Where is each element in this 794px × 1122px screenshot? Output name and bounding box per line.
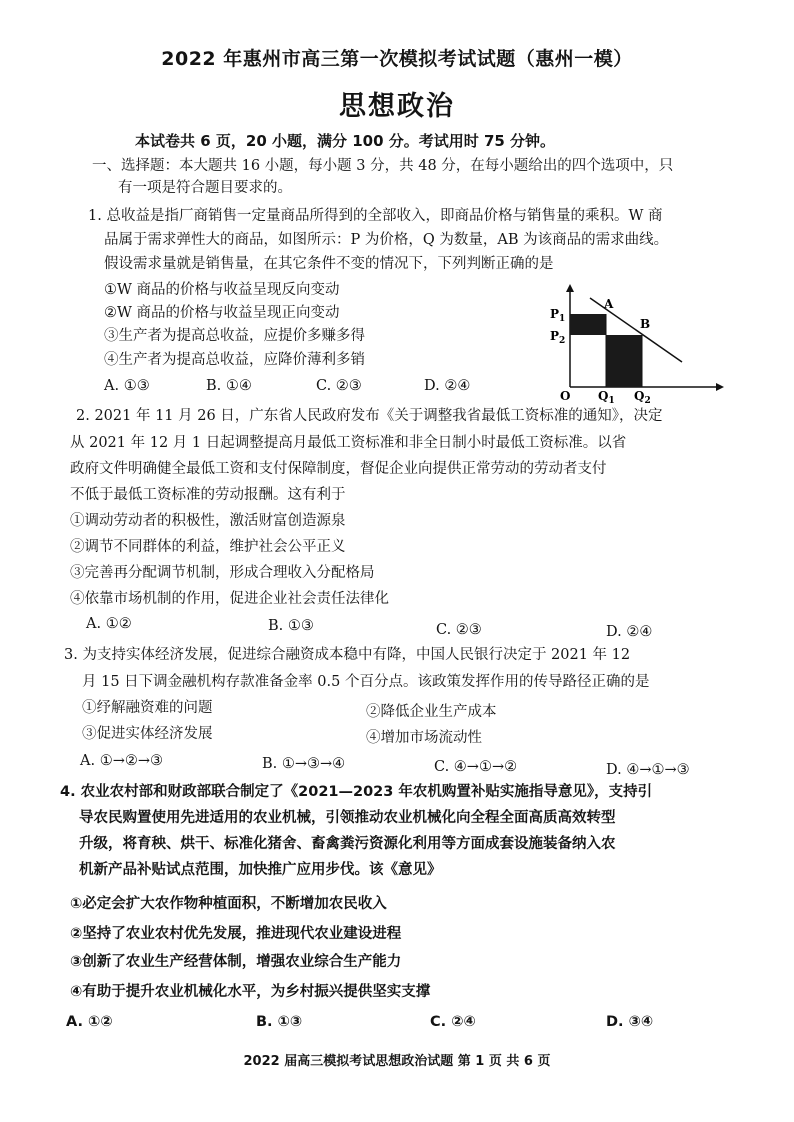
q1-statement: ①W 商品的价格与收益呈现反向变动 <box>104 282 340 298</box>
q3-stem-line: 月 15 日下调金融机构存款准备金率 0.5 个百分点。该政策发挥作用的传导路径正确的是 <box>82 674 650 690</box>
q4-option-c: C. ②④ <box>430 1014 476 1030</box>
q4-statement: ②坚持了农业农村优先发展，推进现代农业建设进程 <box>70 926 402 942</box>
q2-stem-line: 政府文件明确健全最低工资和支付保障制度，督促企业向提供正常劳动的劳动者支付 <box>70 461 607 477</box>
q2-statement: ④依靠市场机制的作用，促进企业社会责任法律化 <box>70 591 389 607</box>
y-axis-arrow <box>566 284 574 292</box>
q2-stem-line: 从 2021 年 12 月 1 日起调整提高月最低工资标准和非全日制小时最低工资标准。以省 <box>70 435 627 451</box>
q3-statement: ②降低企业生产成本 <box>366 704 497 720</box>
q4-stem-line: 4. 农业农村部和财政部联合制定了《2021—2023 年农机购置补贴实施指导意见》，支持引 <box>60 784 653 800</box>
subject-title: 思想政治 <box>339 91 455 122</box>
q2-option-d: D. ②④ <box>606 624 653 640</box>
q1-option-d: D. ②④ <box>424 378 471 394</box>
label-p2: $P_2$ <box>550 329 566 346</box>
q1-stem-line: 品属于需求弹性大的商品，如图所示：P 为价格，Q 为数量，AB 为该商品的需求曲线。 <box>104 232 669 248</box>
q2-stem-line: 不低于最低工资标准的劳动报酬。这有利于 <box>70 487 346 503</box>
q2-option-a: A. ①② <box>86 616 132 632</box>
q4-option-a: A. ①② <box>66 1014 113 1030</box>
label-q1: $Q_1$ <box>598 389 615 406</box>
q2-option-c: C. ②③ <box>436 622 482 638</box>
q2-statement: ①调动劳动者的积极性，激活财富创造源泉 <box>70 513 346 529</box>
q1-statement: ③生产者为提高总收益，应提价多赚多得 <box>104 328 365 344</box>
quantity-gain-area <box>606 335 642 387</box>
label-origin: O <box>560 389 571 403</box>
q2-option-b: B. ①③ <box>268 618 314 634</box>
section-heading-cont: 有一项是符合题目要求的。 <box>118 180 292 196</box>
exam-title: 2022 年惠州市高三第一次模拟考试试题（惠州一模） <box>161 48 633 70</box>
q4-statement: ③创新了农业生产经营体制，增强农业综合生产能力 <box>70 954 402 970</box>
q4-stem-line: 导农民购置使用先进适用的农业机械，引领推动农业机械化向全程全面高质高效转型 <box>79 810 616 826</box>
q3-option-c: C. ④→①→② <box>434 759 518 775</box>
section-heading: 一、选择题：本大题共 16 小题，每小题 3 分，共 48 分，在每小题给出的四个选项中，只 <box>92 158 674 174</box>
exam-info: 本试卷共 6 页，20 小题，满分 100 分。考试用时 75 分钟。 <box>135 132 556 150</box>
x-axis-arrow <box>716 383 724 391</box>
q4-statement: ④有助于提升农业机械化水平，为乡村振兴提供坚实支撑 <box>70 984 431 1000</box>
q2-stem-line: 2. 2021 年 11 月 26 日，广东省人民政府发布《关于调整我省最低工资标准的通知》，决定 <box>76 408 663 424</box>
q1-option-c: C. ②③ <box>316 378 362 394</box>
q4-option-d: D. ③④ <box>606 1014 654 1030</box>
label-a: A <box>604 297 614 311</box>
demand-curve-graph <box>540 282 730 414</box>
q3-option-b: B. ①→③→④ <box>262 756 346 772</box>
q1-option-b: B. ①④ <box>206 378 252 394</box>
q3-option-a: A. ①→②→③ <box>80 753 163 769</box>
label-q2: $Q_2$ <box>634 389 651 406</box>
page-footer: 2022 届高三模拟考试思想政治试题 第 1 页 共 6 页 <box>243 1054 551 1069</box>
label-b: B <box>640 317 651 331</box>
q1-stem-line: 1. 总收益是指厂商销售一定量商品所得到的全部收入，即商品价格与销售量的乘积。W 商 <box>88 208 663 224</box>
q4-stem-line: 机新产品补贴试点范围，加快推广应用步伐。该《意见》 <box>79 862 442 878</box>
q4-option-b: B. ①③ <box>256 1014 303 1030</box>
q1-option-a: A. ①③ <box>104 378 150 394</box>
price-loss-area <box>570 314 606 335</box>
label-p1: $P_1$ <box>550 307 566 324</box>
q1-stem-line: 假设需求量就是销售量，在其它条件不变的情况下，下列判断正确的是 <box>104 256 554 272</box>
q2-statement: ③完善再分配调节机制，形成合理收入分配格局 <box>70 565 375 581</box>
q3-statement: ③促进实体经济发展 <box>82 726 213 742</box>
q2-statement: ②调节不同群体的利益，维护社会公平正义 <box>70 539 346 555</box>
q4-statement: ①必定会扩大农作物种植面积，不断增加农民收入 <box>70 896 387 912</box>
q3-stem-line: 3. 为支持实体经济发展，促进综合融资成本稳中有降，中国人民银行决定于 2021 年 12 <box>64 647 631 663</box>
q1-statement: ②W 商品的价格与收益呈现正向变动 <box>104 305 340 321</box>
q4-stem-line: 升级，将育秧、烘干、标准化猪舍、畜禽粪污资源化利用等方面成套设施装备纳入农 <box>79 836 616 852</box>
q3-statement: ①纾解融资难的问题 <box>82 700 213 716</box>
q3-statement: ④增加市场流动性 <box>366 730 482 746</box>
q3-option-d: D. ④→①→③ <box>606 762 690 778</box>
q1-statement: ④生产者为提高总收益，应降价薄利多销 <box>104 352 365 368</box>
